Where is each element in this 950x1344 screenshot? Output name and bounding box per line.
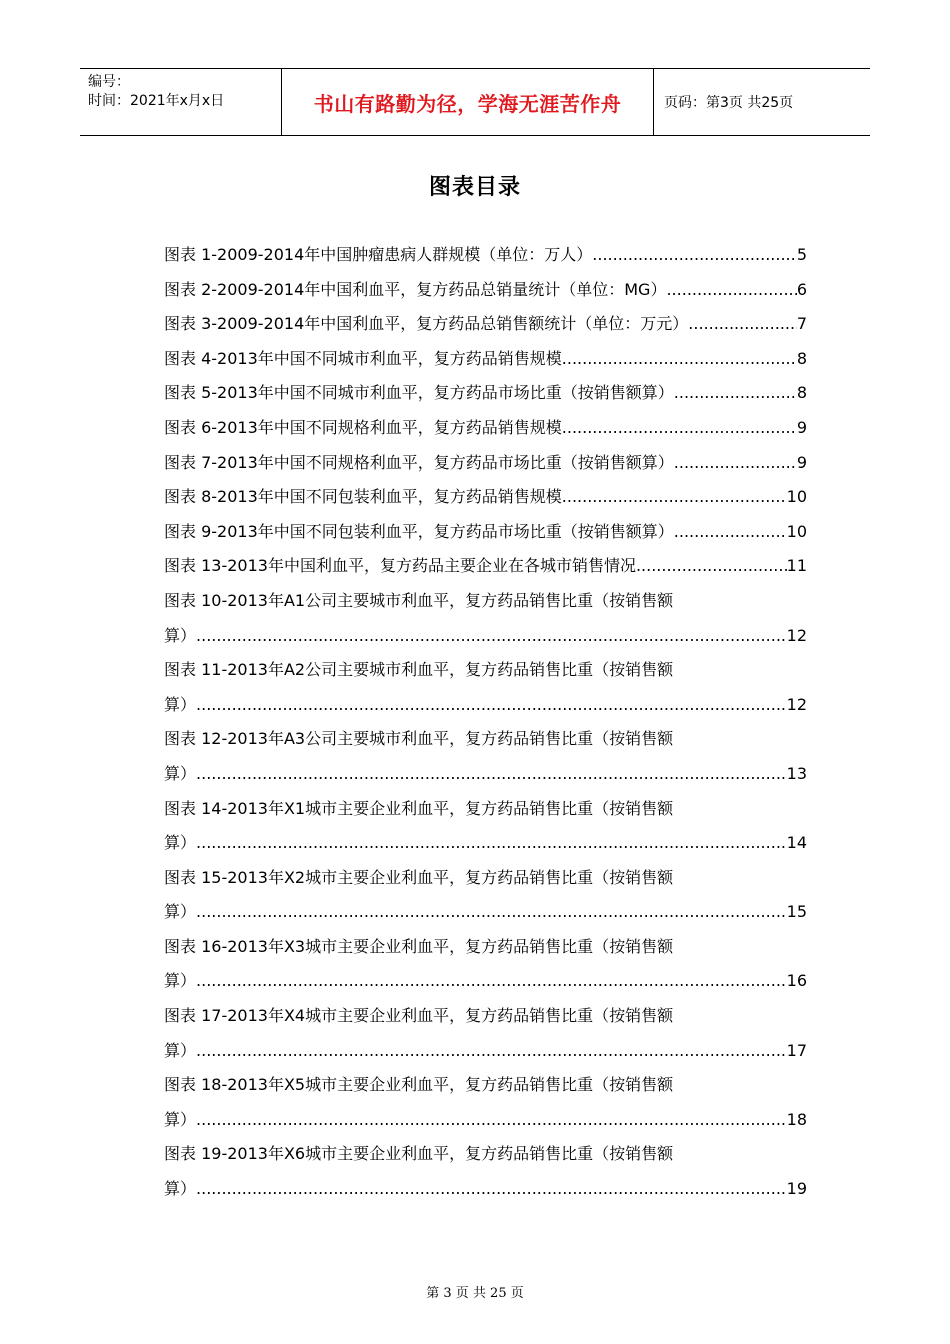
toc-line xyxy=(164,515,807,550)
toc-entry-text: 算） xyxy=(164,1179,197,1199)
toc-entry-text: 图表 15-2013年X2城市主要企业利血平，复方药品销售比重（按销售额 xyxy=(164,867,674,887)
toc-entry[interactable] xyxy=(164,549,807,584)
toc-page-number: 8 xyxy=(796,348,807,368)
toc-page-number: 11 xyxy=(786,556,807,576)
toc-line xyxy=(164,930,807,965)
toc-page-number: 5 xyxy=(796,245,807,264)
toc-line xyxy=(164,307,807,342)
toc-entry[interactable] xyxy=(164,342,807,377)
header-meta xyxy=(80,69,282,135)
toc-dot-leader xyxy=(196,688,787,723)
toc-entry[interactable] xyxy=(164,515,807,550)
toc-line xyxy=(164,757,807,792)
toc-line xyxy=(164,1068,807,1103)
toc-dot-leader xyxy=(636,549,787,584)
toc-page-number: 16 xyxy=(786,971,807,991)
toc-line xyxy=(164,238,807,273)
toc-entry-text: 算） xyxy=(164,694,197,714)
toc-page-number: 13 xyxy=(786,763,807,783)
toc-page-number: 17 xyxy=(786,1040,807,1060)
toc-dot-leader xyxy=(674,446,797,481)
toc-page-number: 18 xyxy=(786,1109,807,1129)
toc-entry-text: 算） xyxy=(164,902,197,922)
toc-dot-leader xyxy=(674,376,797,411)
page-footer: 第 3 页 共 25 页 xyxy=(426,1286,524,1301)
toc-page-number: 19 xyxy=(786,1179,807,1199)
toc-line xyxy=(164,584,807,619)
toc-line xyxy=(164,722,807,757)
toc-entry[interactable] xyxy=(164,238,807,273)
toc-entry-text: 图表 16-2013年X3城市主要企业利血平，复方药品销售比重（按销售额 xyxy=(164,936,674,956)
toc-entry[interactable] xyxy=(164,930,807,999)
toc-entry-text: 图表 19-2013年X6城市主要企业利血平，复方药品销售比重（按销售额 xyxy=(164,1144,674,1164)
toc-entry-text: 算） xyxy=(164,763,197,783)
toc-entry[interactable] xyxy=(164,722,807,791)
toc-line xyxy=(164,792,807,827)
toc-entry[interactable] xyxy=(164,480,807,515)
toc-page-number: 9 xyxy=(796,452,807,472)
toc-dot-leader xyxy=(196,895,787,930)
toc-dot-leader xyxy=(562,411,797,446)
toc-page-number: 9 xyxy=(796,417,807,437)
toc-line xyxy=(164,964,807,999)
toc-page-number: 8 xyxy=(796,383,807,403)
toc-page-number: 12 xyxy=(786,694,807,714)
toc-line xyxy=(164,342,807,377)
toc-line xyxy=(164,480,807,515)
toc-entry-text: 图表 6-2013年中国不同规格利血平，复方药品销售规模 xyxy=(164,417,562,437)
toc-line xyxy=(164,1172,807,1207)
toc-line xyxy=(164,999,807,1034)
toc-dot-leader xyxy=(196,826,787,861)
toc-entry-text: 图表 10-2013年A1公司主要城市利血平，复方药品销售比重（按销售额 xyxy=(164,590,674,610)
toc-line xyxy=(164,895,807,930)
toc-entry[interactable] xyxy=(164,1137,807,1206)
document-number-label: 编号： xyxy=(88,74,130,90)
toc-entry[interactable] xyxy=(164,273,807,308)
toc-line xyxy=(164,826,807,861)
toc-page-number: 10 xyxy=(786,521,807,541)
toc-line xyxy=(164,273,807,308)
toc-line xyxy=(164,1034,807,1069)
toc-dot-leader xyxy=(196,1172,787,1207)
toc-entry-text: 图表 13-2013年中国利血平，复方药品主要企业在各城市销售情况 xyxy=(164,556,636,576)
toc-entry[interactable] xyxy=(164,653,807,722)
toc-page-number: 7 xyxy=(796,314,807,334)
toc-entry[interactable] xyxy=(164,446,807,481)
toc-entry-text: 算） xyxy=(164,1040,197,1060)
toc-entry[interactable] xyxy=(164,584,807,653)
toc-entry-text: 算） xyxy=(164,833,197,853)
header-motto: 书山有路勤为径，学海无涯苦作舟 xyxy=(282,69,654,135)
toc-entry-text: 图表 9-2013年中国不同包装利血平，复方药品市场比重（按销售额算） xyxy=(164,521,674,541)
toc-dot-leader xyxy=(196,1103,787,1138)
toc-entry[interactable] xyxy=(164,999,807,1068)
toc-entry[interactable] xyxy=(164,376,807,411)
toc-entry-text: 算） xyxy=(164,971,197,991)
page-header xyxy=(80,68,870,136)
toc-line xyxy=(164,1137,807,1172)
toc-entry-text: 图表 8-2013年中国不同包装利血平，复方药品销售规模 xyxy=(164,487,562,507)
toc-line xyxy=(164,376,807,411)
toc-entry-text: 图表 4-2013年中国不同城市利血平，复方药品销售规模 xyxy=(164,348,562,368)
header-page-info: 页码：第3页 共25页 xyxy=(664,95,794,111)
toc-dot-leader xyxy=(196,1034,787,1069)
toc-page-number: 6 xyxy=(796,279,807,299)
toc-entry-text: 图表 1-2009-2014年中国肿瘤患病人群规模（单位：万人） xyxy=(164,245,593,264)
toc-dot-leader xyxy=(562,342,797,377)
toc-dot-leader xyxy=(196,964,787,999)
toc-entry-text: 算） xyxy=(164,1109,197,1129)
toc-entry-text: 图表 18-2013年X5城市主要企业利血平，复方药品销售比重（按销售额 xyxy=(164,1075,674,1095)
toc-dot-leader xyxy=(592,238,797,273)
toc-entry-text: 图表 3-2009-2014年中国利血平，复方药品总销售额统计（单位：万元） xyxy=(164,314,689,334)
toc-dot-leader xyxy=(674,515,787,550)
toc-dot-leader xyxy=(196,619,787,654)
toc-dot-leader xyxy=(688,307,797,342)
toc-page-number: 10 xyxy=(786,487,807,507)
toc-page-number: 14 xyxy=(786,833,807,853)
toc-dot-leader xyxy=(196,757,787,792)
toc-entry[interactable] xyxy=(164,411,807,446)
toc-line xyxy=(164,619,807,654)
toc-entry[interactable] xyxy=(164,861,807,930)
toc-entry-text: 图表 11-2013年A2公司主要城市利血平，复方药品销售比重（按销售额 xyxy=(164,660,674,680)
toc-entry-text: 图表 5-2013年中国不同城市利血平，复方药品市场比重（按销售额算） xyxy=(164,383,674,403)
toc-line xyxy=(164,446,807,481)
toc-line xyxy=(164,688,807,723)
toc-entry[interactable] xyxy=(164,792,807,861)
figure-toc-list xyxy=(164,238,807,1207)
toc-entry-text: 图表 7-2013年中国不同规格利血平，复方药品市场比重（按销售额算） xyxy=(164,452,674,472)
toc-entry-text: 图表 12-2013年A3公司主要城市利血平，复方药品销售比重（按销售额 xyxy=(164,729,674,749)
toc-page-number: 12 xyxy=(786,625,807,645)
toc-entry[interactable] xyxy=(164,1068,807,1137)
toc-line xyxy=(164,1103,807,1138)
page-title: 图表目录 xyxy=(428,174,521,200)
toc-entry[interactable] xyxy=(164,307,807,342)
toc-page-number: 15 xyxy=(786,902,807,922)
toc-line xyxy=(164,653,807,688)
toc-line xyxy=(164,549,807,584)
toc-line xyxy=(164,861,807,896)
toc-entry-text: 图表 14-2013年X1城市主要企业利血平，复方药品销售比重（按销售额 xyxy=(164,798,674,818)
toc-entry-text: 图表 2-2009-2014年中国利血平，复方药品总销量统计（单位：MG） xyxy=(164,279,667,299)
document-date: 时间：2021年x月x日 xyxy=(88,93,225,109)
toc-line xyxy=(164,411,807,446)
toc-dot-leader xyxy=(562,480,787,515)
toc-entry-text: 图表 17-2013年X4城市主要企业利血平，复方药品销售比重（按销售额 xyxy=(164,1006,674,1026)
toc-entry-text: 算） xyxy=(164,625,197,645)
toc-dot-leader xyxy=(666,273,796,308)
